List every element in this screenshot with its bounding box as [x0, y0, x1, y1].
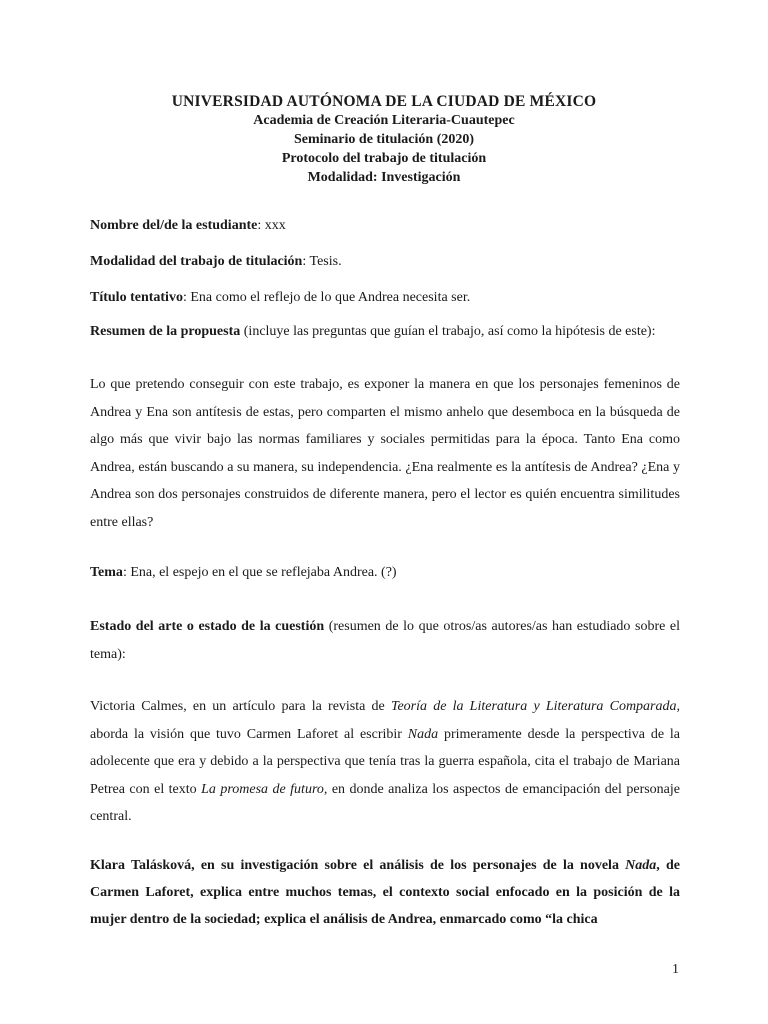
calmes-text-3: primeramente desde la perspectiva de la adolecente que era y debido a la perspectiva que tenía tras la guerra española, cita el trabajo de Mariana Petrea con el texto	[90, 726, 681, 797]
calmes-text-1: Victoria Calmes, en un artículo para la revista de	[90, 699, 391, 714]
theme-value: : Ena, el espejo en el que se reflejaba Andrea. (?)	[122, 565, 397, 580]
thesis-modality-line	[90, 252, 680, 271]
calmes-text-2: aborda la visión que tuvo Carmen Laforet al escribir	[90, 726, 408, 742]
klara-novel-title: Nada	[625, 858, 657, 873]
document-header	[0, 92, 768, 187]
academy-name: Academia de Creación Literaria-Cuautepec	[253, 113, 515, 128]
tentative-title-line	[90, 288, 680, 307]
klara-text-2: , de Carmen Laforet, explica entre muchos temas, el contexto social enfocado en la posición de la mujer dentro de la sociedad; explica el análisis de Andrea, enmarcado como “la chica	[90, 858, 681, 927]
state-of-art-heading	[90, 613, 680, 668]
thesis-modality-label: Modalidad del trabajo de titulación	[90, 254, 303, 269]
seminar-name: Seminario de titulación (2020)	[293, 132, 475, 147]
theme-line	[90, 563, 680, 582]
summary-paragraph: Lo que pretendo conseguir con este trabajo, es exponer la manera en que los personajes femeninos de Andrea y Ena son antítesis de estas, pero comparten el mismo anhelo que desemboca en la búsqueda de algo más que vivir bajo las normas familiares y sociales permitidas para la época. Tanto Ena como Andrea, están buscando a su manera, su independencia. ¿Ena realmente es la antítesis de Andrea? ¿Ena y Andrea son dos personajes construidos de diferente manera, pero el lector es quién encuentra similitudes entre ellas?	[90, 377, 680, 530]
journal-title: Teoría de la Literatura y Literatura Comparada,	[390, 699, 681, 714]
theme-label: Tema	[90, 565, 123, 580]
klara-paragraph	[90, 852, 680, 933]
summary-note: (incluye las preguntas que guían el trabajo, así como la hipótesis de este):	[240, 324, 656, 339]
calmes-text-4: , en donde analiza los aspectos de emancipación del personaje central.	[90, 781, 680, 824]
summary-heading	[90, 322, 680, 341]
klara-text-1: Klara Talásková, en su investigación sobre el análisis de los personajes de la novela	[90, 858, 626, 873]
thesis-modality-value: : Tesis.	[302, 254, 342, 269]
tentative-title-value: : Ena como el reflejo de lo que Andrea necesita ser.	[182, 290, 471, 305]
student-name-line	[90, 216, 680, 235]
state-of-art-label: Estado del arte o estado de la cuestión	[90, 619, 325, 634]
protocol-title: Protocolo del trabajo de titulación	[281, 151, 487, 166]
calmes-paragraph	[90, 693, 680, 831]
novel-title: Nada	[407, 726, 439, 742]
tentative-title-label: Título tentativo	[90, 290, 183, 305]
modality-heading: Modalidad: Investigación	[307, 170, 461, 185]
university-name: UNIVERSIDAD AUTÓNOMA DE LA CIUDAD DE MÉXICO	[171, 93, 597, 110]
book-title: La promesa de futuro	[201, 781, 324, 797]
state-of-art-note: (resumen de lo que otros/as autores/as han estudiado sobre el tema):	[90, 619, 680, 662]
student-name-value: : xxx	[257, 218, 286, 233]
student-name-label: Nombre del/de la estudiante	[90, 218, 258, 233]
summary-label: Resumen de la propuesta	[90, 324, 241, 339]
page-number: 1	[672, 962, 679, 977]
